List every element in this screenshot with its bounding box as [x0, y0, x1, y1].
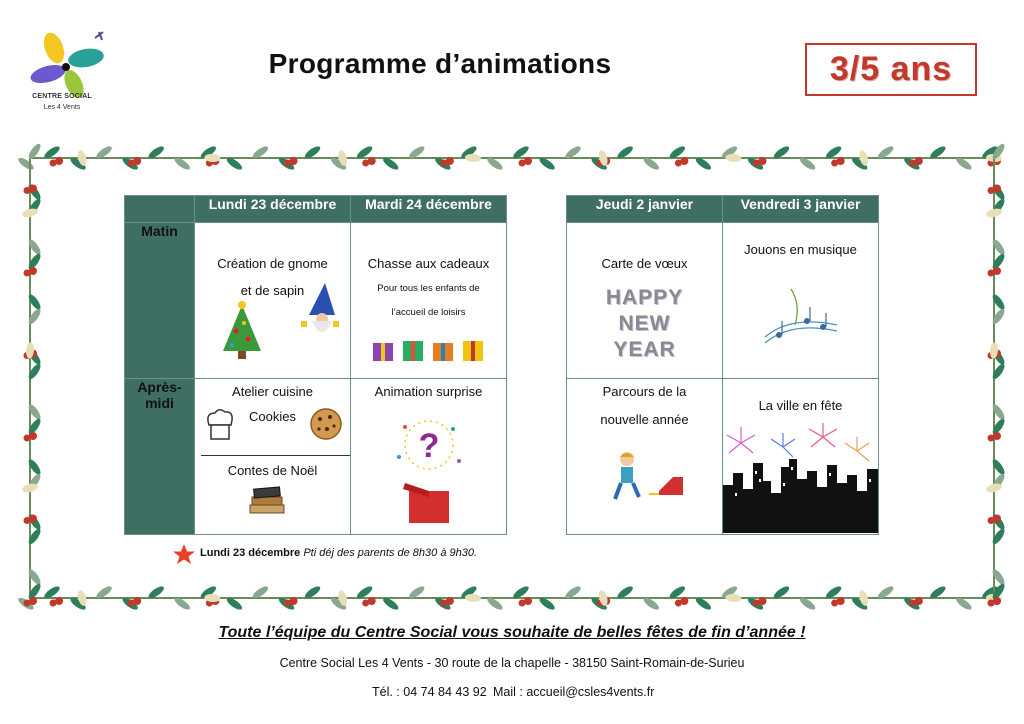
holly-berry — [24, 435, 31, 442]
holly-berry — [284, 600, 291, 607]
holly-berry — [50, 160, 57, 167]
garland-leaf — [991, 362, 1007, 381]
new-word: NEW — [618, 312, 671, 335]
happy-new-year-art — [567, 285, 722, 363]
holly-berry — [440, 600, 447, 607]
age-badge — [805, 43, 977, 96]
garland-leaf — [991, 568, 1007, 587]
row-label-apres-midi — [125, 379, 195, 535]
holly-berry — [24, 600, 31, 607]
cell-lundi-matin — [195, 223, 351, 379]
header-corner — [125, 196, 195, 223]
activity-chasse-sub1: Pour tous les enfants de — [377, 283, 480, 294]
activity-parcours-1: Parcours de la — [602, 384, 687, 399]
holly-berry — [831, 600, 838, 607]
activity-jouons-musique: Jouons en musique — [744, 242, 857, 257]
header-mardi: Mardi 24 décembre — [351, 196, 507, 223]
holly-berry — [988, 187, 995, 194]
email-address: Mail : accueil@csles4vents.fr — [493, 685, 655, 699]
holly-berry — [128, 600, 135, 607]
garland-leaf — [991, 403, 1007, 422]
city-fireworks-icon — [723, 423, 878, 533]
note-detail: Pti déj des parents de 8h30 à 9h30. — [303, 547, 478, 559]
holly-berry — [24, 270, 31, 277]
garland-leaf — [991, 307, 1007, 326]
table-january — [566, 195, 879, 535]
table-december — [124, 195, 507, 535]
svg-text:?: ? — [418, 427, 440, 465]
cell-mardi-matin — [351, 223, 507, 379]
phone-number: Tél. : 04 74 84 43 92 — [372, 685, 487, 699]
holly-berry — [909, 160, 916, 167]
holly-berry — [362, 600, 369, 607]
garland-leaf — [27, 362, 43, 381]
logo-text-les-4-vents: Les 4 Vents — [43, 104, 81, 111]
cell-mardi-apres-midi — [351, 379, 507, 535]
holly-berry — [519, 600, 526, 607]
holly-berry — [440, 160, 447, 167]
activity-gnome-2: et de sapin — [240, 283, 305, 298]
row-label-midi: midi — [145, 395, 174, 411]
garland-leaf — [991, 458, 1007, 477]
garland-leaf — [27, 307, 43, 326]
row-label-apres: Après- — [137, 379, 182, 395]
address-line: Centre Social Les 4 Vents - 30 route de la chapelle - 38150 Saint-Romain-de-Surieu — [279, 656, 745, 670]
cell-lundi-apres-midi — [195, 379, 351, 535]
age-badge-text: 3/5 ans — [829, 50, 953, 88]
activity-chasse-cadeaux: Chasse aux cadeaux — [367, 256, 490, 271]
garland-leaf — [991, 293, 1007, 312]
year-word: YEAR — [613, 338, 676, 361]
holly-berry — [988, 435, 995, 442]
activity-ville-en-fete: La ville en fête — [758, 398, 843, 413]
holly-berry — [24, 517, 31, 524]
surprise-box-icon — [389, 417, 469, 527]
cell-divider — [201, 455, 350, 456]
cell-jeudi-matin — [567, 223, 723, 379]
header-jeudi: Jeudi 2 janvier — [567, 196, 723, 223]
happy-word: HAPPY — [605, 286, 684, 309]
holly-berry — [909, 600, 916, 607]
garland-leaf — [27, 403, 43, 422]
gifts-icon — [369, 333, 487, 369]
row-label-matin: Matin — [125, 223, 195, 379]
holly-berry — [988, 270, 995, 277]
page-title: Programme d’animations — [268, 48, 612, 79]
garland-leaf — [27, 527, 43, 546]
holly-berry — [24, 187, 31, 194]
garland-leaf — [27, 293, 43, 312]
music-notes-icon — [761, 285, 841, 355]
cell-vendredi-apres-midi — [723, 379, 879, 535]
holly-berry — [988, 517, 995, 524]
header-lundi: Lundi 23 décembre — [195, 196, 351, 223]
holly-berry — [675, 600, 682, 607]
holly-berry — [284, 160, 291, 167]
chef-hat-icon — [203, 407, 237, 447]
holly-berry — [519, 160, 526, 167]
activity-parcours-2: nouvelle année — [600, 412, 689, 427]
garland-leaf — [27, 568, 43, 587]
holly-berry — [675, 160, 682, 167]
activity-cookies: Cookies — [249, 409, 296, 424]
child-obstacle-icon — [609, 449, 689, 509]
garland-leaf — [27, 238, 43, 257]
cookie-icon — [309, 407, 343, 441]
note-text — [200, 547, 477, 559]
activity-animation-surprise: Animation surprise — [374, 384, 483, 399]
garland-leaf — [991, 527, 1007, 546]
activity-contes-noel: Contes de Noël — [227, 463, 318, 478]
holly-berry — [362, 160, 369, 167]
cell-jeudi-apres-midi — [567, 379, 723, 535]
holly-berry — [50, 600, 57, 607]
activity-gnome-1: Création de gnome — [217, 256, 328, 271]
activity-chasse-sub2: l’accueil de loisirs — [391, 307, 466, 318]
christmas-tree-icon — [217, 301, 267, 361]
holly-berry — [753, 600, 760, 607]
holiday-greeting: Toute l’équipe du Centre Social vous souhaite de belles fêtes de fin d’année ! — [218, 624, 806, 641]
activity-atelier-cuisine: Atelier cuisine — [232, 384, 313, 399]
holly-berry — [988, 600, 995, 607]
books-icon — [247, 483, 287, 515]
holly-berry — [128, 160, 135, 167]
garland-leaf — [991, 238, 1007, 257]
note-day: Lundi 23 décembre — [200, 547, 301, 559]
logo-text-centre-social: CENTRE SOCIAL — [32, 93, 92, 100]
gnome-icon — [295, 281, 341, 343]
activity-carte-voeux: Carte de vœux — [601, 256, 688, 271]
holly-berry — [831, 160, 838, 167]
star-icon — [172, 543, 196, 565]
cell-vendredi-matin — [723, 223, 879, 379]
garland-leaf — [27, 458, 43, 477]
header-vendredi: Vendredi 3 janvier — [723, 196, 879, 223]
holly-berry — [753, 160, 760, 167]
